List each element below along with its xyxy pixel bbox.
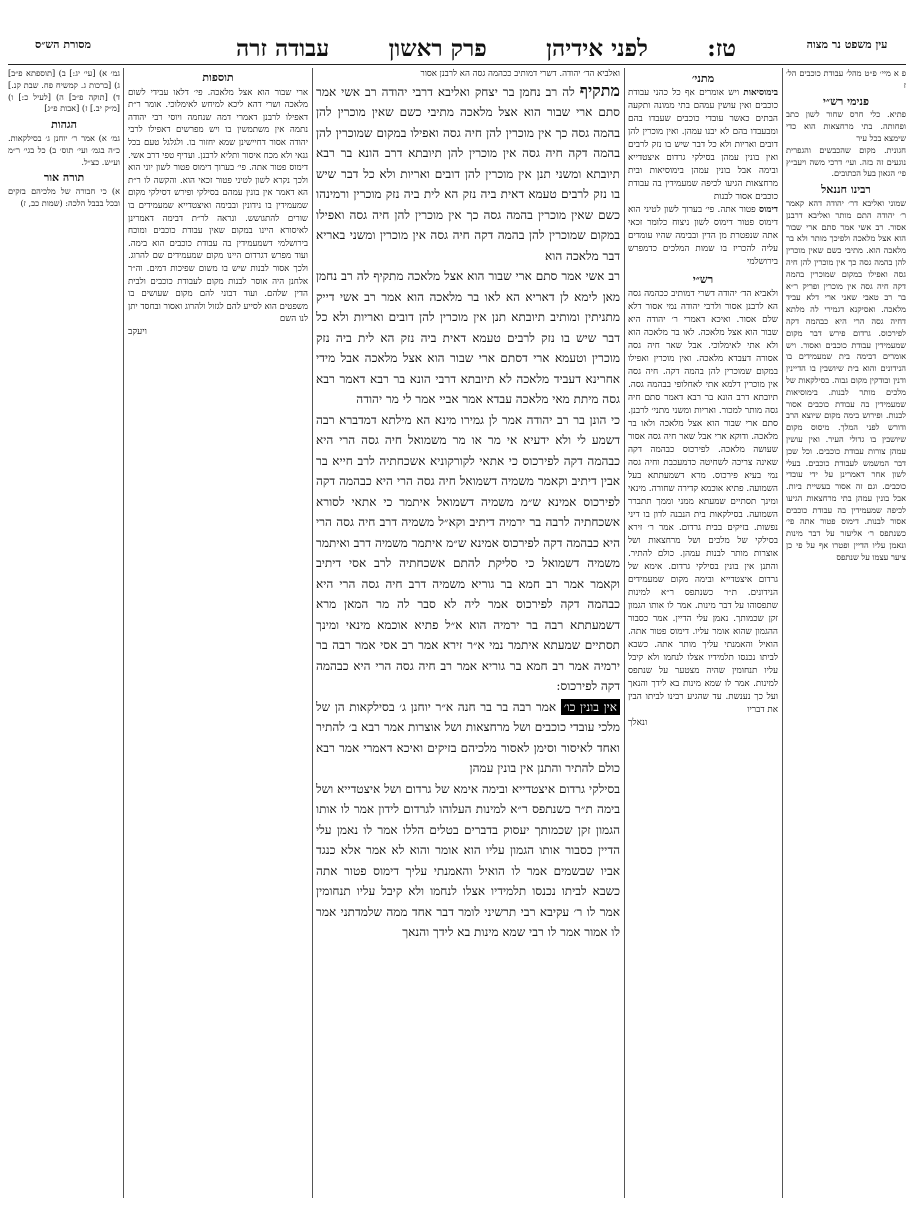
- hagahot-label: הגהות: [51, 118, 77, 132]
- mishna-quote-box: אין בונין כו׳: [561, 699, 620, 715]
- left-margin: [8, 68, 120, 768]
- rabbeinu-chananel-text: שמוני ואליבא דר׳ יהודה דהא קאמר ר׳ יהודה התם מותר ואליבא דרבנן אסור. רב אשי אמר סתם ארי שבור הוא אצל מלאכה ולפיכך מותר ולא בר מלאכה הוא. מתיבי כשם שאין מוכרין להן בהמה גסה כך אין מוכרין להן חיה גסה ואפילו במקום שמוכרין בהמה דקה חיה גסה אין מוכרין ופריק ר״א בר רב טאבי שאני ארי דלא עביד מלאכה. ואסיקנא דגמירי לה מלתא דחיה גסה הרי היא כבהמה דקה לפירכוס. גרדום פירש דבר מקום שמעמידין עבודת כוכבים ואסור. ויש אומרים דבימה בית שמעמידים בו הנידונים והוא בית שיושבין בו הדיינין ודנין ובודקין מקום גבוה. בסילקאות של מלכים מותר לבנות. בימוסיאות שמעמידין בה עבודת כוכבים אסור לבנות. ופירוש בימה מקום שיוצא הרב ודורש לפני המלך. מיסוס מקום שיושבין בו גדולי העיר. ואין עושין עמהן צורות עבודת כוכבים. וכל שכן דבר המשמש לעבודת כוכבים. בעלי לשון אחר דאמרינן על ידי עובדי כוכבים. וגם זה אסור בעשיית ביות. אבל בונין עמהן בתי מרחצאות הגיעו לכיפה שמעמידין בה עבודת כוכבים אסור לבנות. דימוס פטור אתה פי׳ כשנתפס ר׳ אליעזר על דבר מינות ונאמן עליו הדיין ופטרו אף על פי כן ציער עצמו על שנתפס: [786, 197, 906, 562]
- masoret-text: גמ׳ א) [עי׳ יג:] ב) [תוספתא פ״ב] ג) [ברכות ג. קמשיח פח. שבת קנ.] ד) [תוקה פ״ב] ה) [לעיל כ:] ו) [מ״ק יב.] ז) [אבות פ״ג]: [8, 68, 120, 114]
- page-header: [236, 36, 736, 60]
- dimos-text: פטור אתה. פי׳ בערוך לשון לטיני הוא דימוס פטור דימוס לשון ניצוח כלומר זכאי אתה שנפטרת מן הדין ובבימה שהיו עומדים עליה להכריז בו שמות המלכים כדמפרש בירושלמי: [628, 205, 778, 267]
- page-number: טז:: [707, 34, 736, 62]
- gemara-para-3: כי הונן בר רב יהודה אמר לן גמירו מינא הא מילתא דמדברא רבה דשמע לי ולא ידעיא אי מר או מר משמואל חיה גסה הרי היא כבהמה דקה לפירכוס כי אתאי לקורקוניא אשכחתיה לרב חייא בר אבין דיתיב וקאמר משמיה דשמואל חיה גסה הרי היא כבהמה דקה לפירכוס אמינא ש״מ משמיה דשמואל איתמר כי אתאי לסורא אשכחתיה לרבה בר ירמיה דיתיב וקא״ל משמיה דרב חיה גסה הרי היא כבהמה דקה לפירכוס אמינא ש״מ איתמר משמיה דרב ואיתמר משמיה דשמואל כי סליקת להתם אשכחתיה לרב אסי דיתיב וקאמר אמר רב חמא בר גוריא משמיה דרב חיה גסה הרי היא כבהמה דקה לפירכוס אמר ליה לא סבר לה מר המאן מרא דשמעתתא רבה בר ירמיה הוא א״ל פתיא אוכמא מינאי ומינך תסתיים שמעתא איתמר נמי א״ר זירא אמר רב אסי אמר רבה בר ירמיה אמר רב חמא בר גוריא אמר רב חיה גסה הרי היא כבהמה דקה לפירכוס:: [316, 412, 620, 694]
- masoret-hashas: [8, 38, 118, 51]
- gemara-column: [316, 68, 620, 1208]
- gemara-para-4: אמר רבה בר בר חנה א״ר יוחנן ג׳ בסילקאות הן של מלכי עובדי כוכבים ושל מרחצאות ושל אוצרות אמר רבא ב׳ להתיר ואחד לאיסור וסימן לאסור מלכיהם בזיקים ואיכא דאמרי אמר רבא כולם להתיר והתנן אין בונין עמהן: [316, 699, 620, 776]
- hagahot-text: גמ׳ א) אמר ר׳ יוחנן ג׳ בסילקאות. כ״ה בגמ׳ ועי׳ תוס׳ ב) כל בגי׳ ר״מ וע״ש. כצ״ל.: [8, 132, 120, 167]
- dimos-keyword: דימוס: [758, 205, 778, 215]
- ein-mishpat-text: פ א מיי׳ פ״ט מהל׳ עבודת כוכבים הל׳ ז: [786, 68, 906, 90]
- tosafot-text: ארי שבור הוא אצל מלאכה. פי׳ דלאו עבידי לשום מלאכה ושרי דהא ליכא למיחש לאימלוכי. אומר ר״ת דאפילו לרבנן דאמרי דמה שנחמה ויוסי רבי יהודה נתמה אין משתמשין בו ויש מפרשים דאפילו לרבי יהודה אסור דחיישינן שמא יחזור בו. ולגלגל טעם בכל גנאי ולא מכח איסור ותליא לרבנן. ועדיף טפי דרב אשי. דימוס פטור אתה. פי׳ בערוך דימוס פטור לשון יוני הוא ולכך נקרא לשון לטיני פטור זכאי הוא. והקשה לו ר״ת הא דאמר אין בונין עמהם בסילקי ופירש דסילקי מקום שמעמידין בו נידונין ובבימה ואיצטדייא שמעמידים בו שורים להתגושש. ונראה לר״ת דבימה דאמרינן לאיסורא היינו במקום שאין עבודת כוכבים ומוכח בירושלמי דשמעמידין בה עבודת כוכבים הוא בימה. ועוד מפרש דגרדום היינו מקום שמעמידים שם להרוג. ולכך אסור לבנות שיש בו משום שפיכות דמים. וה״ר אלחנן היה אוסר לבנות מקום לעבודת כוכבים ולבית הדין שלהם. ועוד דבוני להם מקום שעושים בו משפטים הוא לסייע להם לגזול ולהרוג ואסור ובחסד יתן לנו השם: [128, 87, 308, 325]
- rashi-label: רש״י: [692, 273, 714, 286]
- torah-ohr-text: א) כי חבורה של מלכיהם בזקים ובכל בבבל הלכה: (שמות כב, ז): [8, 186, 120, 208]
- gemara-intro: ואלביא הד׳ יהודה. דשרי דמותיב ככהמה גסה הא לרבנן אסור: [420, 69, 620, 79]
- tosafot-catchword: ויעקב: [128, 326, 147, 337]
- gemara-para-2: רב אשי אמר סתם ארי שבור הוא אצל מלאכה מתקיף לה רב נחמן מאן לימא לן דאריא הא לאו בר מלאכה הוא אמר רב אשי דייק מתניתין ומותיב תיובתא תנן אין מוכרין להן דובים ואריות ולא כל דבר שיש בו נזק לרבים טעמא דאית ביה נזק הא לית ביה נזק מוכרין וטעמא ארי דסתם ארי שבור הוא אצל מלאכה אבל מידי אחרינא דעביד מלאכה לא תיובתא דרבי הונא בר רבא דאמר רבא גסה מיתת מאי מלאכה עבדא אמר אביי אמר לי מר יהודה: [316, 269, 620, 407]
- ein-mishpat-title: עין משפט נר מצוה: [806, 38, 888, 51]
- divider-left-margin: [123, 68, 124, 1198]
- pnimi-label: פנימי רש״י: [823, 94, 869, 108]
- rashi-catchword: ונאלך: [628, 718, 648, 728]
- torah-ohr-label: תורה אור: [43, 171, 85, 185]
- ein-mishpat: [788, 38, 906, 51]
- pnimi-text-1: פתיא. כלי חרס שחור לשון כתב ופחותה. בתי מרחצאות הוא כדי שימצא בכל עיר: [786, 109, 906, 143]
- masoret-label: מסורת הש״ס: [34, 38, 92, 51]
- gemara-para-5: בסילקי גרדום איצטדייא ובימה אימא של גרדום ושל איצטדייא ושל בימה ת״ר כשנתפס ר״א למינות העלוהו לגרדום לידון אמר לו אותו הגמון זקן שכמותך יעסוק בדברים בטלים הללו אמר לו נאמן עלי הדיין כסבור אותו הגמון עליו הוא אומר והוא לא אמר אלא כנגד אביו שבשמים אמר לו הואיל והאמנתי עליך דימוס פטור אתה כשבא לביתו נכנסו תלמידיו אצלו לנחמו ולא קיבל עליו תנחומין אמר לו ר׳ עקיבא רבי תרשיני לומר דבר אחד ממה שלמדתני אמר לו אמור אמר לו רבי שמא מינות בא לידך והנאך: [316, 781, 620, 940]
- right-margin: [786, 68, 906, 1198]
- tosafot-column: [128, 68, 308, 1193]
- tractate-name: עבודה זרה: [236, 34, 330, 62]
- rashi-text: ולאביא הד׳ יהודה דשרי דמותיב ככהמה גסה הא לרבנן אסור ולרבי יהודה נמי אסור דלא שלם אסור. ואיכא דאמרי ר׳ יהודה היא שבור הוא אצל מלאכה. לאו בר מלאכה הוא ולא אתי לאימלוכי. אבל שאר חיה גסה אסורה דעבדא מלאכה. ואין מוכרין ואפילו במקום שמוכרין להן בהמה דקה. חיה גסה אין מוכרין דלמא אתי לאחלופי בבהמה גסה. תיובתא דרב הונא בר רבא דאמר סתם חיה גסה מותר למכור. ואריות ומשני מתני׳ לרבנן. סתם ארי שבור הוא אצל מלאכה ולאו בר מלאכה. ודוקא ארי אבל שאר חיה גסה אסור שעושה מלאכה. לפירכוס כבהמה דקה שאינה צריכה לשחיטה כדמעכבת וחיה גסה נמי בעיא פירכוס. מרא דשמעתתא בעל השמועה. פתיא אוכמא קדירה שחורה. מינאי ומינך תסתיים שמעתא ממני וממך תתברר השמועה. בסילקאות בית הנבנה לדון בו דיני נפשות. בזיקים בבית גרדום. אמר ר׳ זירא בסילקי של מלכים ושל מרחצאות ושל אוצרות מותר לבנות עמהן. כולם להתיר. והתנן אין בונין בסילקי גרדום. אימא של גרדום איצטדייא ובימה מקום שמעמידים הנידונים. ת״ר כשנתפס ר״א למינות שתפסוהו על דבר מינות. אמר לו אותו הגמון זקן שכמותך. נאמן עלי הדיין. אמר כסבור ההגמון שהוא אומר עליו. דימוס פטור אתה. הואיל והאמנתי עליך מותר אתה. כשבא לביתו נכנסו תלמידיו אצלו לנחמו ולא קיבל עליו תנחומין שהיה מצטער על שנתפס למינות. אמר לו שמא מינות בא לידך והנאך ועל כך נענשת. עד שהגיע רבינו לביתו הבין את דבריו: [628, 289, 778, 715]
- pnimi-text-2: חגונית. מקום שהכבשים והגפרית נוגעים זה בזה. ועי׳ דרכי משה ויעב״ץ פי׳ הגאון בעל הכתובים.: [786, 144, 906, 179]
- divider-tosafot: [312, 68, 313, 1198]
- tosafot-label: תוספות: [202, 71, 234, 84]
- rabbeinu-chananel-label: רבינו חננאל: [821, 183, 871, 197]
- perek-title: לפני אידיהן: [546, 34, 648, 62]
- gemara-opening-word: מתקיף: [579, 80, 620, 100]
- perek-number: פרק ראשון: [388, 34, 487, 62]
- mishna-label: מתני׳: [691, 72, 715, 85]
- gemara-para-1: לה רב נחמן בר יצחק ואליבא דרבי יהודה רב אשי אמר סתם ארי שבור הוא אצל מלאכה מתיבי כשם שאין מוכרין להן בהמה גסה כך אין מוכרין להן חיה גסה ואפילו במקום שמוכרין להן בהמה דקה חיה גסה אין מוכרין להן תיובתא דרב הונא בר רבא תיובתא ומשני תנן אין מוכרין להן דובים ואריות ולא כל דבר שיש בו נזק לרבים טעמא דאית ביה נזק הא לית ביה נזק מוכרין ורמינהו כשם שאין מוכרין בהמה גסה כך אין מוכרין להן חיה גסה ואפילו במקום שמוכרין להן בהמה דקה חיה גסה אין מוכרין ומשני באריא דבר מלאכה הוא: [316, 84, 620, 263]
- divider-rashi: [782, 68, 783, 1198]
- mishna-keyword: בימוסיאות: [743, 88, 778, 98]
- mishna-text: ויש אומרים אף כל כהני עבודת כוכבים ואין עושין עמהם בתי ממונה ותקעה הבתים כאשר עובדי כוכבים שעבדו בהם ומבעבדו בהם לא יבנו עמהן. ואין מוכרין להן דובים ואריות ולא כל דבר שיש בו נזק לרבים ואין בונין עמהן בסילקי גרדום איצטדייא ובימה אבל בונין עמהן בימוסיאות ובית מרחצאות הגיעו לכיפה שמעמידין בה עבודת כוכבים אסור לבנות: [628, 88, 778, 202]
- header-rule: [8, 64, 906, 65]
- rashi-column: [628, 68, 778, 1198]
- divider-gemara: [624, 68, 625, 1198]
